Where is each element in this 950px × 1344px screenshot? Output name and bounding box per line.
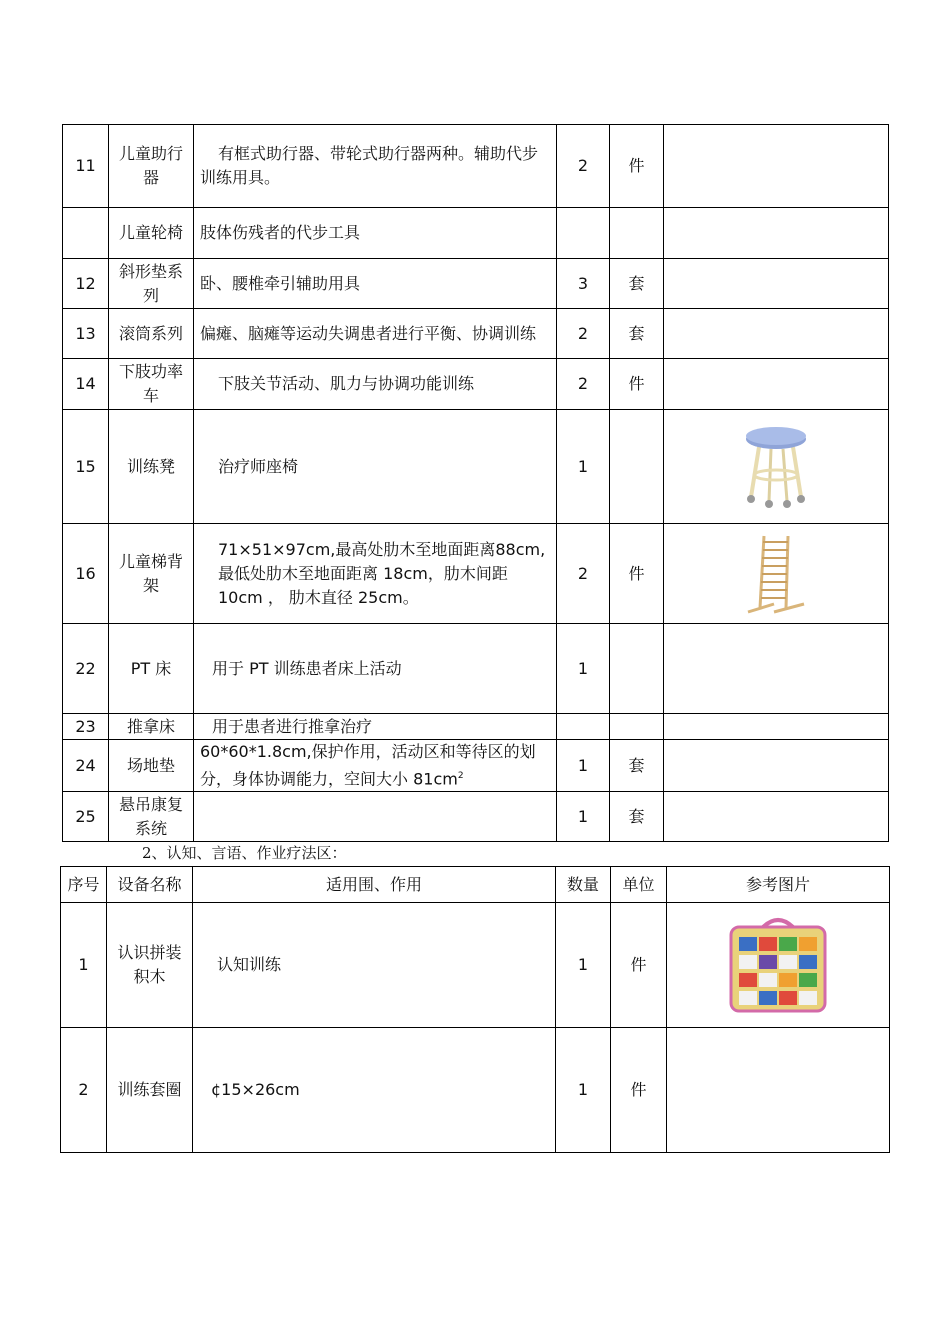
reference-image-cell: [664, 524, 889, 624]
row-number: 2: [61, 1028, 107, 1153]
equipment-name: 儿童梯背架: [109, 524, 194, 624]
row-number: 22: [63, 624, 109, 714]
header-description: 适用围、作用: [193, 867, 556, 903]
row-number: 1: [61, 903, 107, 1028]
table-row: [63, 359, 889, 410]
unit: 件: [610, 359, 664, 410]
reference-image-cell: [664, 359, 889, 410]
header-picture: 参考图片: [667, 867, 890, 903]
quantity: 1: [557, 410, 610, 524]
table-header-row: [61, 867, 890, 903]
equipment-name: 儿童轮椅: [109, 208, 194, 259]
equipment-table-1: [62, 124, 889, 842]
equipment-name: 训练套圈: [107, 1028, 193, 1153]
equipment-description: 下肢关节活动、肌力与协调功能训练: [194, 359, 557, 410]
equipment-description: ¢15×26cm: [193, 1028, 556, 1153]
quantity: 2: [557, 524, 610, 624]
header-name: 设备名称: [107, 867, 193, 903]
reference-image-cell: [664, 309, 889, 359]
row-number: [63, 208, 109, 259]
unit: 套: [610, 259, 664, 309]
row-number: 15: [63, 410, 109, 524]
row-number: 14: [63, 359, 109, 410]
equipment-description: 偏瘫、脑瘫等运动失调患者进行平衡、协调训练: [194, 309, 557, 359]
row-number: 25: [63, 792, 109, 842]
equipment-name: 下肢功率车: [109, 359, 194, 410]
unit: 件: [611, 1028, 667, 1153]
equipment-name: 悬吊康复系统: [109, 792, 194, 842]
unit: 件: [610, 524, 664, 624]
table-row: [63, 309, 889, 359]
reference-image-cell: [664, 792, 889, 842]
table-row: [63, 208, 889, 259]
quantity: 1: [556, 903, 611, 1028]
header-unit: 单位: [611, 867, 667, 903]
table-row: [63, 714, 889, 740]
header-number: 序号: [61, 867, 107, 903]
quantity: 2: [557, 309, 610, 359]
reference-image-cell: [664, 714, 889, 740]
table-row: [63, 125, 889, 208]
unit: 件: [611, 903, 667, 1028]
section-heading: 2、认知、言语、作业疗法区：: [142, 844, 347, 862]
row-number: 16: [63, 524, 109, 624]
unit: [610, 624, 664, 714]
row-number: 12: [63, 259, 109, 309]
reference-image-cell: [664, 125, 889, 208]
header-quantity: 数量: [556, 867, 611, 903]
quantity: [557, 714, 610, 740]
unit: [610, 410, 664, 524]
equipment-description: 71×51×97cm,最高处肋木至地面距离88cm,最低处肋木至地面距离 18cm，肋木间距 10cm ， 肋木直径 25cm。: [194, 524, 557, 624]
quantity: 2: [557, 125, 610, 208]
equipment-description: 60*60*1.8cm,保护作用，活动区和等待区的划分，身体协调能力，空间大小 $81cm^2$: [194, 740, 557, 792]
reference-image-cell: [664, 740, 889, 792]
equipment-name: 儿童助行器: [109, 125, 194, 208]
table-row: [61, 1028, 890, 1153]
equipment-description: [194, 792, 557, 842]
quantity: 1: [557, 792, 610, 842]
table-row: [63, 410, 889, 524]
equipment-name: 认识拼装积木: [107, 903, 193, 1028]
equipment-name: 滚筒系列: [109, 309, 194, 359]
table-row: [61, 903, 890, 1028]
quantity: [557, 208, 610, 259]
row-number: 13: [63, 309, 109, 359]
equipment-name: 推拿床: [109, 714, 194, 740]
quantity: 1: [557, 740, 610, 792]
unit: [610, 208, 664, 259]
equipment-name: 训练凳: [109, 410, 194, 524]
equipment-description: 用于 PT 训练患者床上活动: [194, 624, 557, 714]
equipment-description: 用于患者进行推拿治疗: [194, 714, 557, 740]
row-number: 11: [63, 125, 109, 208]
table-row: [63, 524, 889, 624]
table-row: [63, 624, 889, 714]
reference-image-cell: [664, 410, 889, 524]
reference-image-cell: [667, 1028, 890, 1153]
equipment-table-2: [60, 866, 890, 1153]
block-bag-image: [723, 915, 833, 1015]
unit: [610, 714, 664, 740]
quantity: 2: [557, 359, 610, 410]
reference-image-cell: [667, 903, 890, 1028]
table-row: [63, 259, 889, 309]
reference-image-cell: [664, 259, 889, 309]
row-number: 23: [63, 714, 109, 740]
stool-image: [741, 425, 811, 509]
quantity: 1: [556, 1028, 611, 1153]
ladder-frame-image: [744, 532, 808, 616]
table-row: [63, 792, 889, 842]
equipment-description: 治疗师座椅: [194, 410, 557, 524]
equipment-name: 场地垫: [109, 740, 194, 792]
equipment-name: 斜形垫系列: [109, 259, 194, 309]
unit: 套: [610, 792, 664, 842]
unit: 件: [610, 125, 664, 208]
equipment-description: 认知训练: [193, 903, 556, 1028]
quantity: 3: [557, 259, 610, 309]
reference-image-cell: [664, 208, 889, 259]
unit: 套: [610, 740, 664, 792]
equipment-description: 有框式助行器、带轮式助行器两种。辅助代步训练用具。: [194, 125, 557, 208]
equipment-description: 卧、腰椎牵引辅助用具: [194, 259, 557, 309]
table-row: [63, 740, 889, 792]
unit: 套: [610, 309, 664, 359]
equipment-name: PT 床: [109, 624, 194, 714]
reference-image-cell: [664, 624, 889, 714]
row-number: 24: [63, 740, 109, 792]
quantity: 1: [557, 624, 610, 714]
equipment-description: 肢体伤残者的代步工具: [194, 208, 557, 259]
